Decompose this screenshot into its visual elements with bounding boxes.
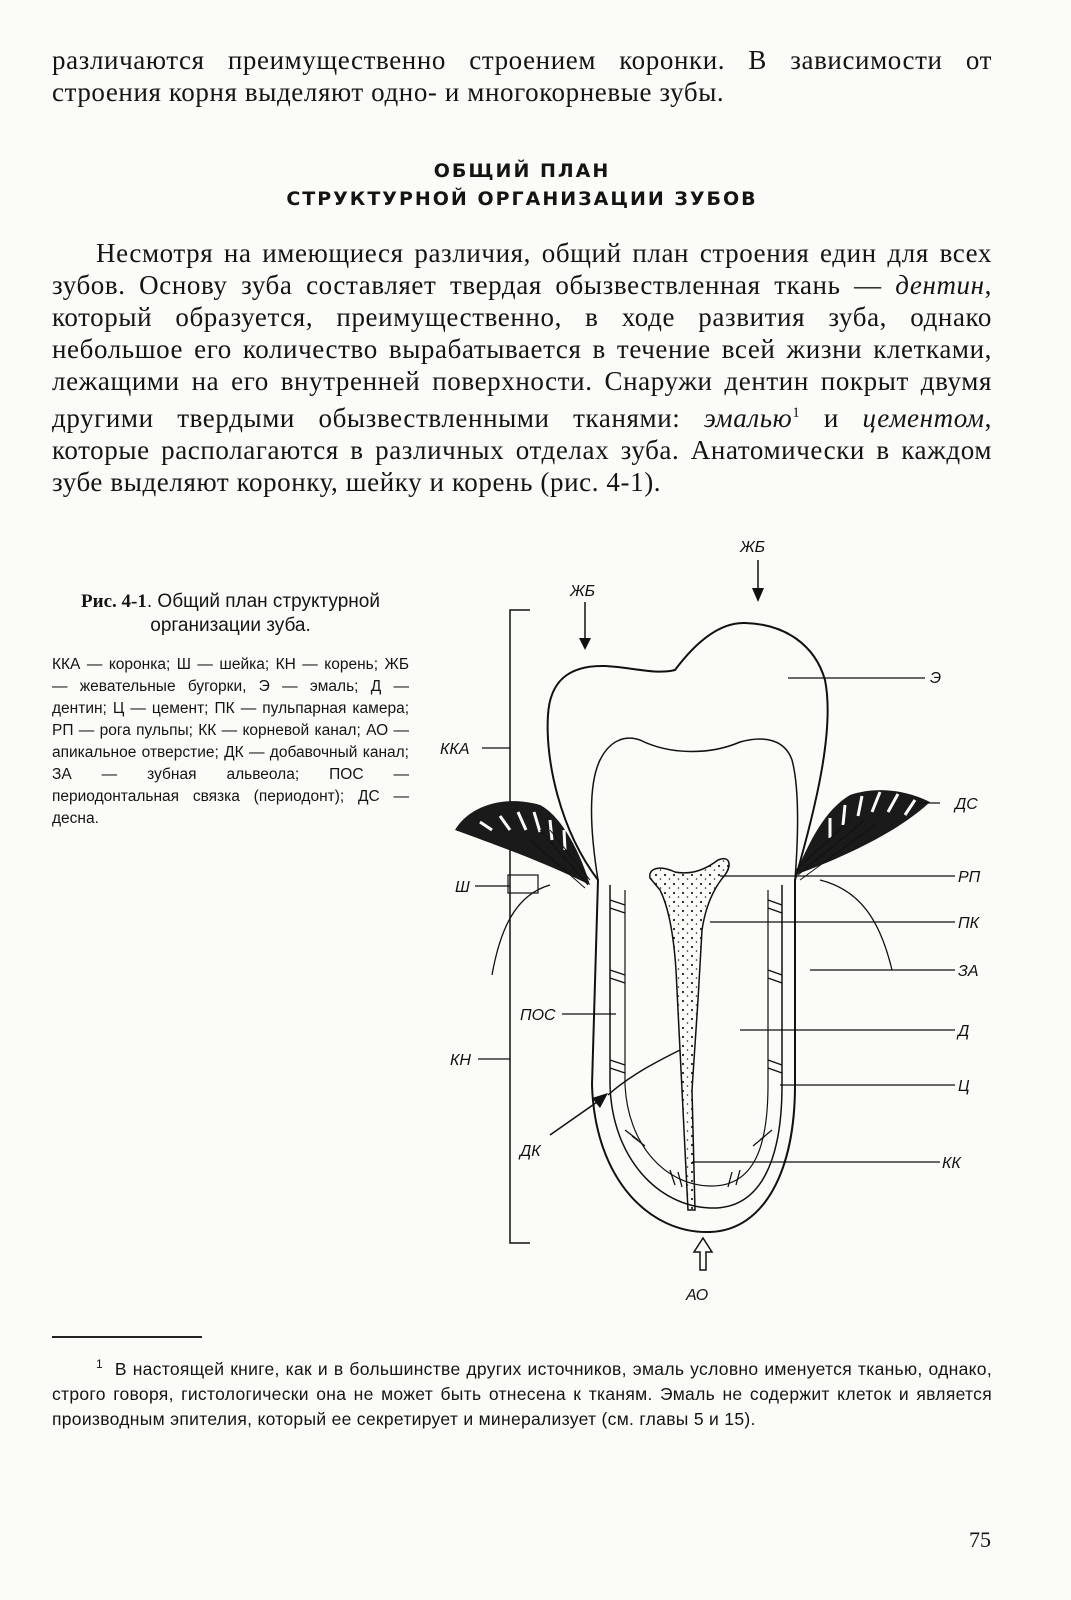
intro-paragraph — [52, 44, 992, 108]
footnote-number: 1 — [96, 1357, 103, 1371]
label-crown: ККА — [440, 741, 470, 758]
footnote — [52, 1352, 992, 1432]
label-dentin: Д — [958, 1023, 970, 1040]
label-zhb-1: ЖБ — [570, 583, 596, 600]
caption-legend: ККА — коронка; Ш — шейка; КН — корень; ЖБ — жевательные бугорки, Э — эмаль; Д — дентин; Ц — цемент; ПК — пульпарная камера; РП — рога пульпы; КК — корневой канал; АО — апикальное отверстие; ДК — добавочный канал; ЗА — зубная альвеола; ПОС — периодонтальная связка (периодонт); ДС — десна. — [52, 656, 409, 827]
footnote-rule — [52, 1336, 202, 1338]
label-periodontal-ligament: ПОС — [520, 1007, 556, 1024]
heading-line-2: СТРУКТУРНОЙ ОРГАНИЗАЦИИ ЗУБОВ — [286, 188, 758, 210]
label-pulp-chamber: ПК — [958, 915, 980, 932]
caption-figure-number: Рис. 4-1 — [81, 591, 147, 612]
term-dentin: дентин — [895, 270, 985, 300]
main-paragraph — [52, 237, 992, 498]
page-number: 75 — [969, 1527, 991, 1552]
caption-title: Рис. 4-1. Общий план структурной организации зуба. — [81, 591, 380, 636]
heading-line-1: ОБЩИЙ ПЛАН — [433, 160, 611, 182]
footnote-text: В настоящей книге, как и в большинстве других источников, эмаль условно именуется тканью, однако, строго говоря, гистологически она не может быть отнесена к тканям. Эмаль не содержит клеток и является производным эпителия, который ее секретирует и минерализует (см. главы 5 и 15). — [52, 1358, 992, 1429]
tooth-diagram — [420, 530, 1010, 1320]
label-pulp-horns: РП — [958, 869, 981, 886]
alveola-left — [492, 885, 550, 975]
label-neck: Ш — [455, 879, 470, 896]
arrow-apical-foramen — [694, 1238, 712, 1270]
arrow-accessory-canal — [550, 1100, 600, 1135]
footnote-ref: 1 — [792, 405, 801, 421]
alveola-right — [820, 880, 892, 970]
arrowhead-zhb-1 — [579, 638, 591, 650]
intro-text: различаются преимущественно строением коронки. В зависимости от строения корня выделяют одно- и многокорневые зубы. — [52, 45, 992, 107]
label-root: КН — [450, 1052, 471, 1069]
dentin-boundary — [592, 738, 798, 880]
label-alveola: ЗА — [958, 963, 979, 980]
label-accessory-canal: ДК — [520, 1143, 541, 1160]
accessory-canal — [608, 1050, 680, 1095]
label-enamel: Э — [930, 670, 942, 687]
label-zhb-2: ЖБ — [740, 539, 766, 556]
label-apical-foramen: АО — [686, 1287, 709, 1304]
term-cement: цементом — [862, 403, 985, 433]
label-root-canal: КК — [942, 1155, 961, 1172]
leader-lines — [692, 678, 955, 1162]
arrowhead-zhb-2 — [752, 588, 764, 602]
label-gum: ДС — [955, 796, 978, 813]
neck-marker — [508, 875, 538, 893]
pulp-chamber — [650, 859, 729, 1210]
main-paragraph-text: Несмотря на имеющиеся различия, общий план строения един для всех зубов. Основу зуба составляет твердая обызвествленная ткань — дентин, который образуется, преимущественно, в ходе развития зуба, однако небольшое его количество вырабатывается в течение всей жизни клетками, лежащими на его внутренней поверхности. Снаружи дентин покрыт двумя другими твердыми обызвествленными тканями: эмалью$^1$ и цементом, которые располагаются в различных отделах зуба. Анатомически в каждом зубе выделяют коронку, шейку и корень (рис. 4-1). — [52, 238, 992, 497]
section-heading — [52, 157, 992, 213]
figure-caption — [52, 590, 409, 830]
term-enamel: эмалью — [703, 403, 793, 433]
label-cement: Ц — [958, 1078, 970, 1095]
gum-left — [455, 801, 590, 885]
